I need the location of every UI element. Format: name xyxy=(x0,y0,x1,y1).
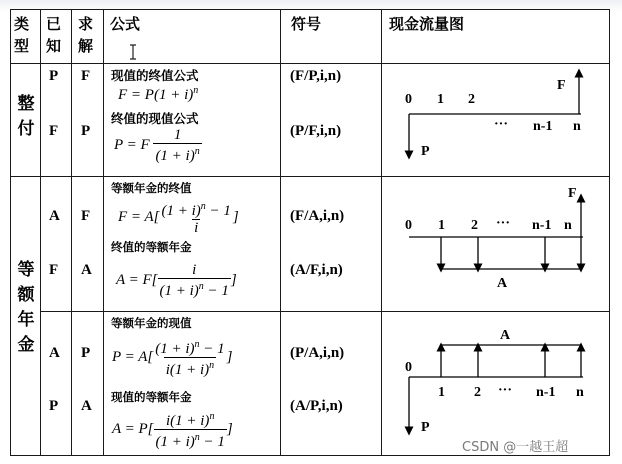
group-annuity: 等额年金 xyxy=(17,260,35,355)
row4-solve: A xyxy=(81,262,92,278)
row2-known: F xyxy=(49,123,59,139)
d3-label-n: n xyxy=(576,385,584,400)
col-divider-solve xyxy=(103,9,104,456)
row3-symbol: (F/A,i,n) xyxy=(290,208,345,224)
d1-label-n: n xyxy=(573,119,581,134)
row3-desc: 等额年金的终值 xyxy=(111,181,192,195)
row5-known: A xyxy=(49,345,60,361)
d3-label-2: 2 xyxy=(474,385,481,400)
table-border-top xyxy=(10,9,610,10)
header-solve: 求解 xyxy=(78,15,94,55)
row6-symbol: (A/P,i,n) xyxy=(290,398,343,414)
text-cursor-icon xyxy=(129,44,137,60)
d3-label-n-1: n-1 xyxy=(536,385,556,400)
group-single-payment: 整付 xyxy=(17,94,35,139)
header-type: 类型 xyxy=(14,15,30,55)
row1-known: P xyxy=(49,68,59,84)
row6-desc: 现值的等额年金 xyxy=(111,390,192,404)
row4-formula: A = F[ $\frac{i}{(1 + i)^n - 1}$ ] xyxy=(116,262,237,299)
col-divider-formula xyxy=(280,9,281,456)
row6-formula: A = P[ $\frac{i(1 + i)^n}{(1 + i)^n - 1}$ ] xyxy=(112,411,233,450)
row2-symbol: (P/F,i,n) xyxy=(290,123,342,139)
row6-solve: A xyxy=(81,398,92,414)
d3-label-1: 1 xyxy=(438,385,445,400)
d2-label-2: 2 xyxy=(471,218,478,233)
row5-desc: 等额年金的现值 xyxy=(111,316,192,330)
d2-label-1: 1 xyxy=(438,218,445,233)
row3-formula: F = A[ $\frac{(1 + i)^n - 1}{i}$ ] xyxy=(118,201,239,236)
d2-label-dots: ··· xyxy=(496,216,511,231)
row3-solve: F xyxy=(81,208,91,224)
d2-label-F: F xyxy=(568,186,577,201)
d1-label-n-1: n-1 xyxy=(533,119,553,134)
d1-label-2: 2 xyxy=(468,92,475,107)
d2-label-n: n xyxy=(564,218,572,233)
d1-label-0: 0 xyxy=(405,92,412,107)
row2-desc: 终值的现值公式 xyxy=(111,111,199,126)
row4-desc: 终值的等额年金 xyxy=(111,240,192,254)
col-divider-known xyxy=(71,9,72,456)
row4-symbol: (A/F,i,n) xyxy=(290,262,343,278)
d3-label-A: A xyxy=(500,328,511,343)
header-cashflow: 现金流量图 xyxy=(389,15,465,33)
row6-known: P xyxy=(49,398,59,414)
d2-label-0: 0 xyxy=(405,218,412,233)
table-border-right xyxy=(609,9,610,456)
header-formula: 公式 xyxy=(110,15,141,33)
csdn-watermark: CSDN @一越王超 xyxy=(462,440,569,455)
d1-label-F: F xyxy=(557,78,566,93)
row5-formula: P = A[ $\frac{(1 + i)^n - 1}{i(1 + i)^n}$ ] xyxy=(112,339,233,378)
row5-symbol: (P/A,i,n) xyxy=(290,345,345,361)
row1-symbol: (F/P,i,n) xyxy=(290,68,342,84)
row2-formula: P = F $\frac{1}{(1 + i)^n}$ xyxy=(114,127,200,164)
row1-solve: F xyxy=(81,68,91,84)
row2-solve: P xyxy=(81,123,91,139)
row1-formula: $F = P(1 + i)^n$ xyxy=(118,85,199,103)
row1-desc: 现值的终值公式 xyxy=(111,68,199,83)
row5-solve: P xyxy=(81,345,91,361)
d3-label-0: 0 xyxy=(405,360,412,375)
d3-label-dots: ··· xyxy=(498,383,513,398)
d3-label-P: P xyxy=(421,420,430,435)
d1-label-1: 1 xyxy=(437,92,444,107)
header-known: 已知 xyxy=(46,15,62,55)
d2-label-A: A xyxy=(497,276,508,291)
table-border-left xyxy=(10,9,11,456)
d1-label-P: P xyxy=(421,144,430,159)
row3-known: A xyxy=(49,208,60,224)
cashflow-diagram-annuity-present xyxy=(381,311,609,455)
d1-label-dots: ··· xyxy=(494,117,509,132)
col-divider-type xyxy=(40,9,41,456)
row4-known: F xyxy=(49,262,59,278)
table-border-bottom xyxy=(10,455,610,456)
header-symbol: 符号 xyxy=(291,15,322,33)
d2-label-n-1: n-1 xyxy=(532,218,552,233)
